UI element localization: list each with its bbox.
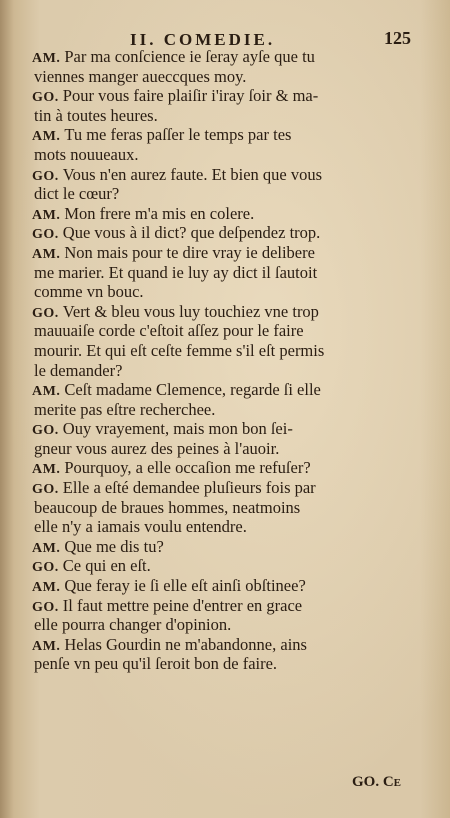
- text-line: [32, 380, 424, 400]
- text-line: [32, 517, 424, 537]
- text-line: [32, 86, 424, 106]
- speaker-label: AM.: [32, 638, 61, 654]
- line-text: Que feray ie ſi elle eſt ainſi obſtinee?: [64, 576, 306, 596]
- line-text: Vert & bleu vous luy touchiez vne trop: [62, 301, 319, 321]
- page-number: 125: [384, 28, 411, 48]
- line-text: Tu me feras paſſer le temps par tes: [64, 125, 292, 145]
- speaker-label: AM.: [32, 462, 61, 478]
- text-line: [32, 263, 424, 283]
- text-line: [32, 125, 424, 145]
- line-text: Ce qui en eſt.: [62, 556, 151, 576]
- speaker-label: GO.: [32, 482, 59, 498]
- running-title: II. COMEDIE.: [130, 30, 276, 49]
- line-text: elle pourra changer d'opinion.: [34, 615, 232, 635]
- speaker-label: AM.: [32, 129, 61, 145]
- line-text: dict le cœur?: [34, 184, 120, 204]
- text-line: [32, 302, 424, 322]
- line-text: le demander?: [34, 360, 123, 380]
- line-text: comme vn bouc.: [34, 282, 144, 302]
- text-line: [32, 654, 424, 674]
- speaker-label: GO.: [32, 599, 59, 615]
- text-line: [32, 537, 424, 557]
- line-text: Il faut mettre peine d'entrer en grace: [62, 595, 303, 615]
- speaker-label: AM.: [32, 246, 61, 262]
- text-line: [32, 419, 424, 439]
- speaker-label: AM.: [32, 580, 61, 596]
- speaker-label: GO.: [32, 560, 59, 576]
- text-line: [32, 204, 424, 224]
- text-line: [32, 361, 424, 381]
- text-line: [32, 615, 424, 635]
- dialogue-text: [32, 47, 424, 674]
- speaker-label: AM.: [32, 384, 61, 400]
- line-text: mauuaiſe corde c'eſtoit aſſez pour le faire: [34, 321, 304, 341]
- speaker-label: GO.: [32, 305, 59, 321]
- line-text: Ouy vrayement, mais mon bon ſei-: [62, 419, 293, 439]
- line-text: Par ma conſcience ie ſeray ayſe que tu: [64, 47, 315, 66]
- text-line: [32, 478, 424, 498]
- line-text: Ceſt madame Clemence, regarde ſi elle: [64, 380, 321, 400]
- text-line: [32, 67, 424, 87]
- line-text: Non mais pour te dire vray ie delibere: [64, 242, 315, 262]
- line-text: elle n'y a iamais voulu entendre.: [34, 517, 247, 537]
- catchword: GO. Ce: [352, 774, 402, 790]
- line-text: mourir. Et qui eſt ceſte femme s'il eſt permis: [34, 340, 325, 360]
- speaker-label: GO.: [32, 423, 59, 439]
- speaker-label: GO.: [32, 227, 59, 243]
- text-line: [32, 439, 424, 459]
- line-text: Que me dis tu?: [64, 536, 164, 556]
- line-text: penſe vn peu qu'il ſeroit bon de faire.: [34, 654, 278, 674]
- text-line: [32, 596, 424, 616]
- line-text: Elle a eſté demandee pluſieurs fois par: [62, 478, 316, 498]
- line-text: Helas Gourdin ne m'abandonne, ains: [64, 634, 307, 654]
- text-line: [32, 556, 424, 576]
- line-text: mots nouueaux.: [34, 144, 139, 164]
- text-line: [32, 184, 424, 204]
- line-text: tin à toutes heures.: [34, 105, 158, 125]
- speaker-label: AM.: [32, 540, 61, 556]
- text-line: [32, 576, 424, 596]
- line-text: merite pas eſtre recherchee.: [34, 399, 216, 419]
- line-text: Mon frere m'a mis en colere.: [64, 203, 255, 223]
- speaker-label: AM.: [32, 51, 61, 66]
- line-text: Que vous à il dict? que deſpendez trop.: [62, 223, 321, 243]
- text-line: [32, 47, 424, 67]
- text-line: [32, 498, 424, 518]
- speaker-label: AM.: [32, 207, 61, 223]
- line-text: beaucoup de braues hommes, neatmoins: [34, 497, 301, 517]
- line-text: viennes manger aueccques moy.: [34, 66, 247, 86]
- line-text: Pourquoy, a elle occaſion me refuſer?: [64, 458, 311, 478]
- text-line: [32, 635, 424, 655]
- text-line: [32, 145, 424, 165]
- text-line: [32, 223, 424, 243]
- line-text: gneur vous aurez des peines à l'auoir.: [34, 438, 280, 458]
- text-line: [32, 243, 424, 263]
- text-line: [32, 321, 424, 341]
- text-line: [32, 106, 424, 126]
- text-line: [32, 165, 424, 185]
- text-line: [32, 341, 424, 361]
- text-line: [32, 400, 424, 420]
- text-line: [32, 282, 424, 302]
- line-text: me marier. Et quand ie luy ay dict il ſautoit: [34, 262, 318, 282]
- line-text: Pour vous faire plaiſir i'iray ſoir & ma-: [62, 86, 319, 106]
- speaker-label: GO.: [32, 168, 59, 184]
- line-text: Vous n'en aurez faute. Et bien que vous: [62, 164, 323, 184]
- text-line: [32, 458, 424, 478]
- speaker-label: GO.: [32, 90, 59, 106]
